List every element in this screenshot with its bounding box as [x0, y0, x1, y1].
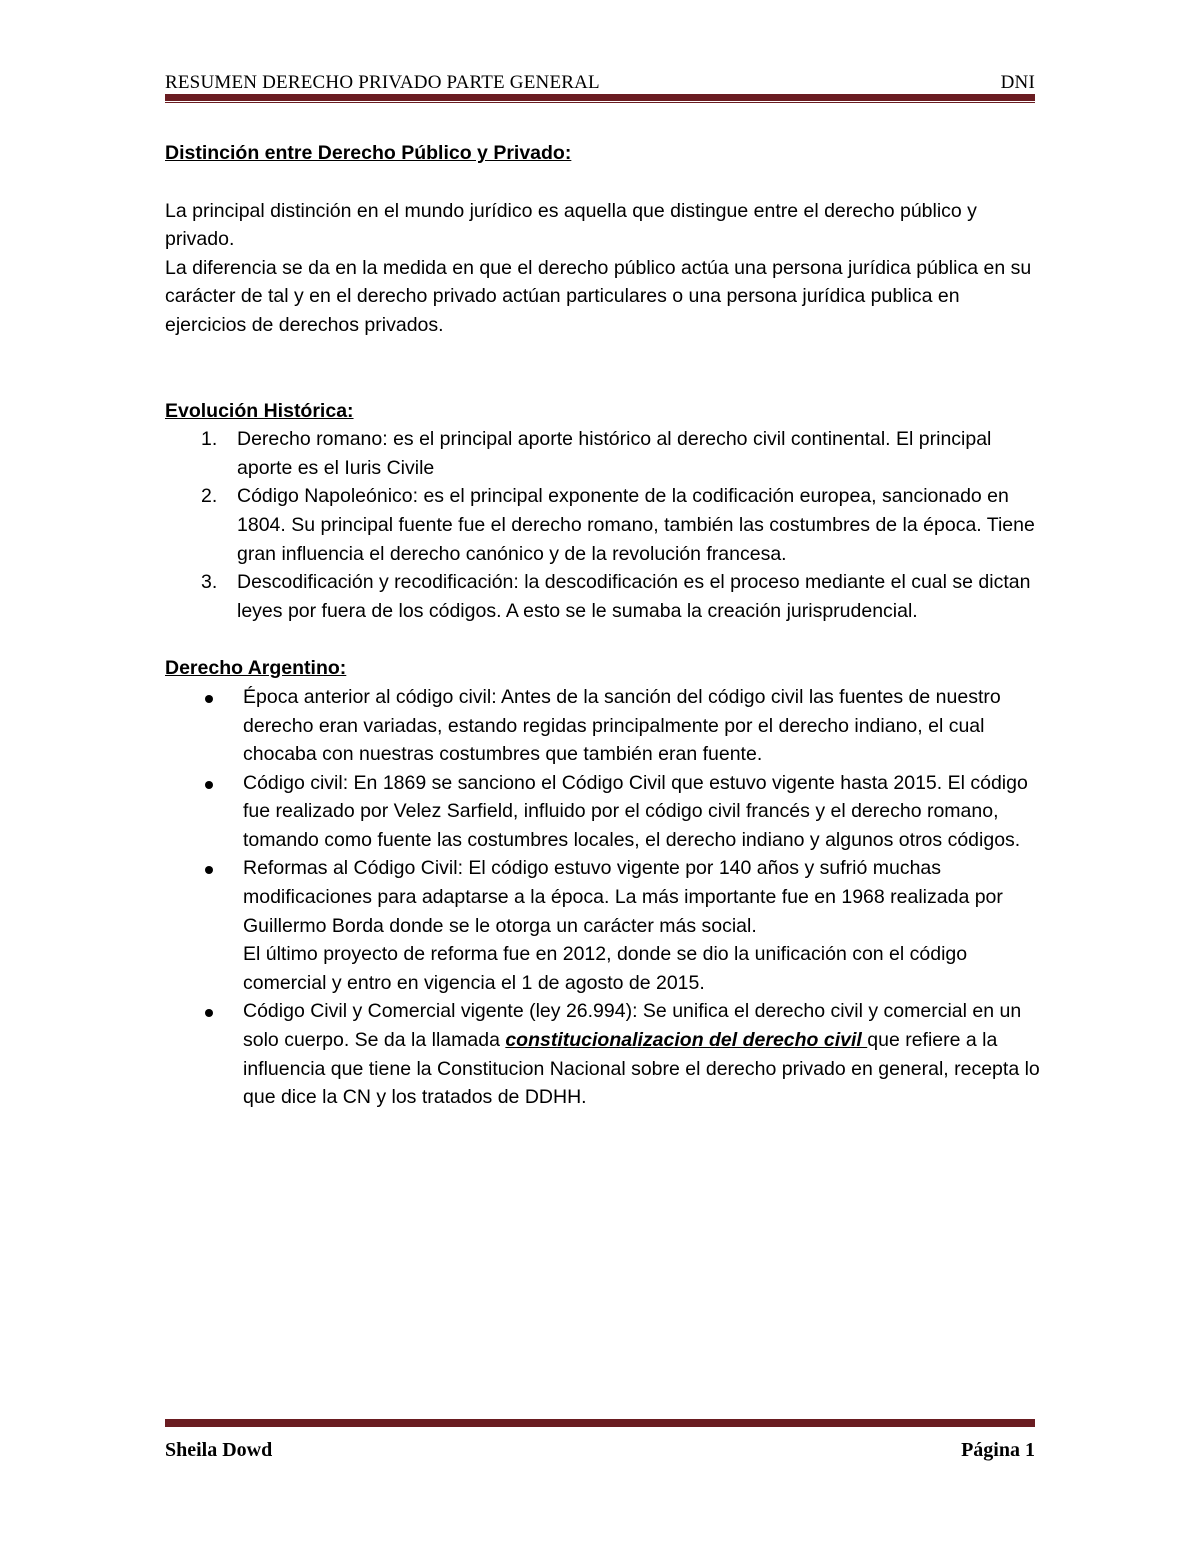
list-number: 2.	[201, 485, 218, 508]
bullet-icon	[205, 866, 213, 874]
bullet-list	[165, 683, 1045, 1112]
footer-rule	[165, 1420, 1035, 1427]
document-body	[165, 139, 1045, 1112]
paragraph: La diferencia se da en la medida en que el derecho público actúa una persona jurídica pública en su carácter de tal y en el derecho privado actúan particulares o una persona jurídica publica en ejercicios de derechos privados.	[165, 256, 1032, 336]
page-footer	[165, 1418, 1035, 1462]
list-item-text: Código Napoleónico: es el principal exponente de la codificación europea, sancionado en 1804. Su principal fuente fue el derecho romano, también las costumbres de la época. Tiene gran influencia el derecho canónico y de la revolución francesa.	[237, 485, 1035, 565]
list-item-text: Época anterior al código civil: Antes de la sanción del código civil las fuentes de nuestro derecho eran variadas, estando regidas principalmente por el derecho indiano, el cual chocaba con nuestras costumbres que también eran fuente.	[243, 685, 1001, 766]
bullet-icon	[205, 781, 213, 789]
page-header	[165, 66, 1035, 103]
list-number: 3.	[201, 571, 218, 594]
list-item	[165, 997, 1045, 1111]
list-item	[165, 482, 1045, 568]
section-heading-evolucion: Evolución Histórica:	[165, 399, 354, 422]
list-item-text: Derecho romano: es el principal aporte histórico al derecho civil continental. El principal aporte es el Iuris Civile	[237, 428, 992, 479]
header-rule-thin	[165, 102, 1035, 103]
list-item	[165, 683, 1045, 769]
header-title: RESUMEN DERECHO PRIVADO PARTE GENERAL	[165, 72, 600, 93]
list-item	[165, 568, 1045, 625]
list-item-text: Código Civil y Comercial vigente (ley 26.994): Se unifica el derecho civil y comercial en un solo cuerpo. Se da la llamada	[243, 1000, 1022, 1052]
header-rule	[165, 94, 1035, 101]
footer-page-number: Página 1	[961, 1439, 1035, 1461]
section-heading-distincion: Distinción entre Derecho Público y Privado:	[165, 142, 572, 164]
list-number: 1.	[201, 428, 218, 451]
emphasized-term: constitucionalizacion del derecho civil	[505, 1029, 868, 1052]
header-right-label: DNI	[1000, 72, 1035, 93]
section-heading-derecho-argentino: Derecho Argentino:	[165, 657, 347, 680]
list-item-text: Reformas al Código Civil: El código estuvo vigente por 140 años y sufrió muchas modificaciones para adaptarse a la época. La más importante fue en 1968 realizada por Guillermo Borda donde se le otorga un carácter más social.	[243, 857, 1003, 937]
list-item-text: que refiere a la influencia que tiene la Constitucion Nacional sobre el derecho privado en general, recepta lo que dice la CN y los tratados de DDHH.	[243, 1029, 1040, 1109]
list-item-text-continuation: El último proyecto de reforma fue en 2012, donde se dio la unificación con el código comercial y entro en vigencia el 1 de agosto de 2015.	[243, 943, 968, 994]
bullet-icon	[205, 1009, 213, 1017]
list-item	[165, 769, 1045, 855]
bullet-icon	[205, 695, 213, 703]
list-item	[165, 854, 1045, 997]
paragraph: La principal distinción en el mundo jurídico es aquella que distingue entre el derecho público y privado.	[165, 199, 977, 251]
footer-author: Sheila Dowd	[165, 1439, 273, 1461]
numbered-list	[165, 425, 1045, 625]
list-item-text: Código civil: En 1869 se sanciono el Código Civil que estuvo vigente hasta 2015. El código fue realizado por Velez Sarfield, influido por el código civil francés y el derecho romano, tomando como fuente las costumbres locales, el derecho indiano y algunos otros códigos.	[243, 771, 1028, 851]
list-item	[165, 425, 1045, 482]
list-item-text: Descodificación y recodificación: la descodificación es el proceso mediante el cual se dictan leyes por fuera de los códigos. A esto se le sumaba la creación jurisprudencial.	[237, 571, 1031, 622]
